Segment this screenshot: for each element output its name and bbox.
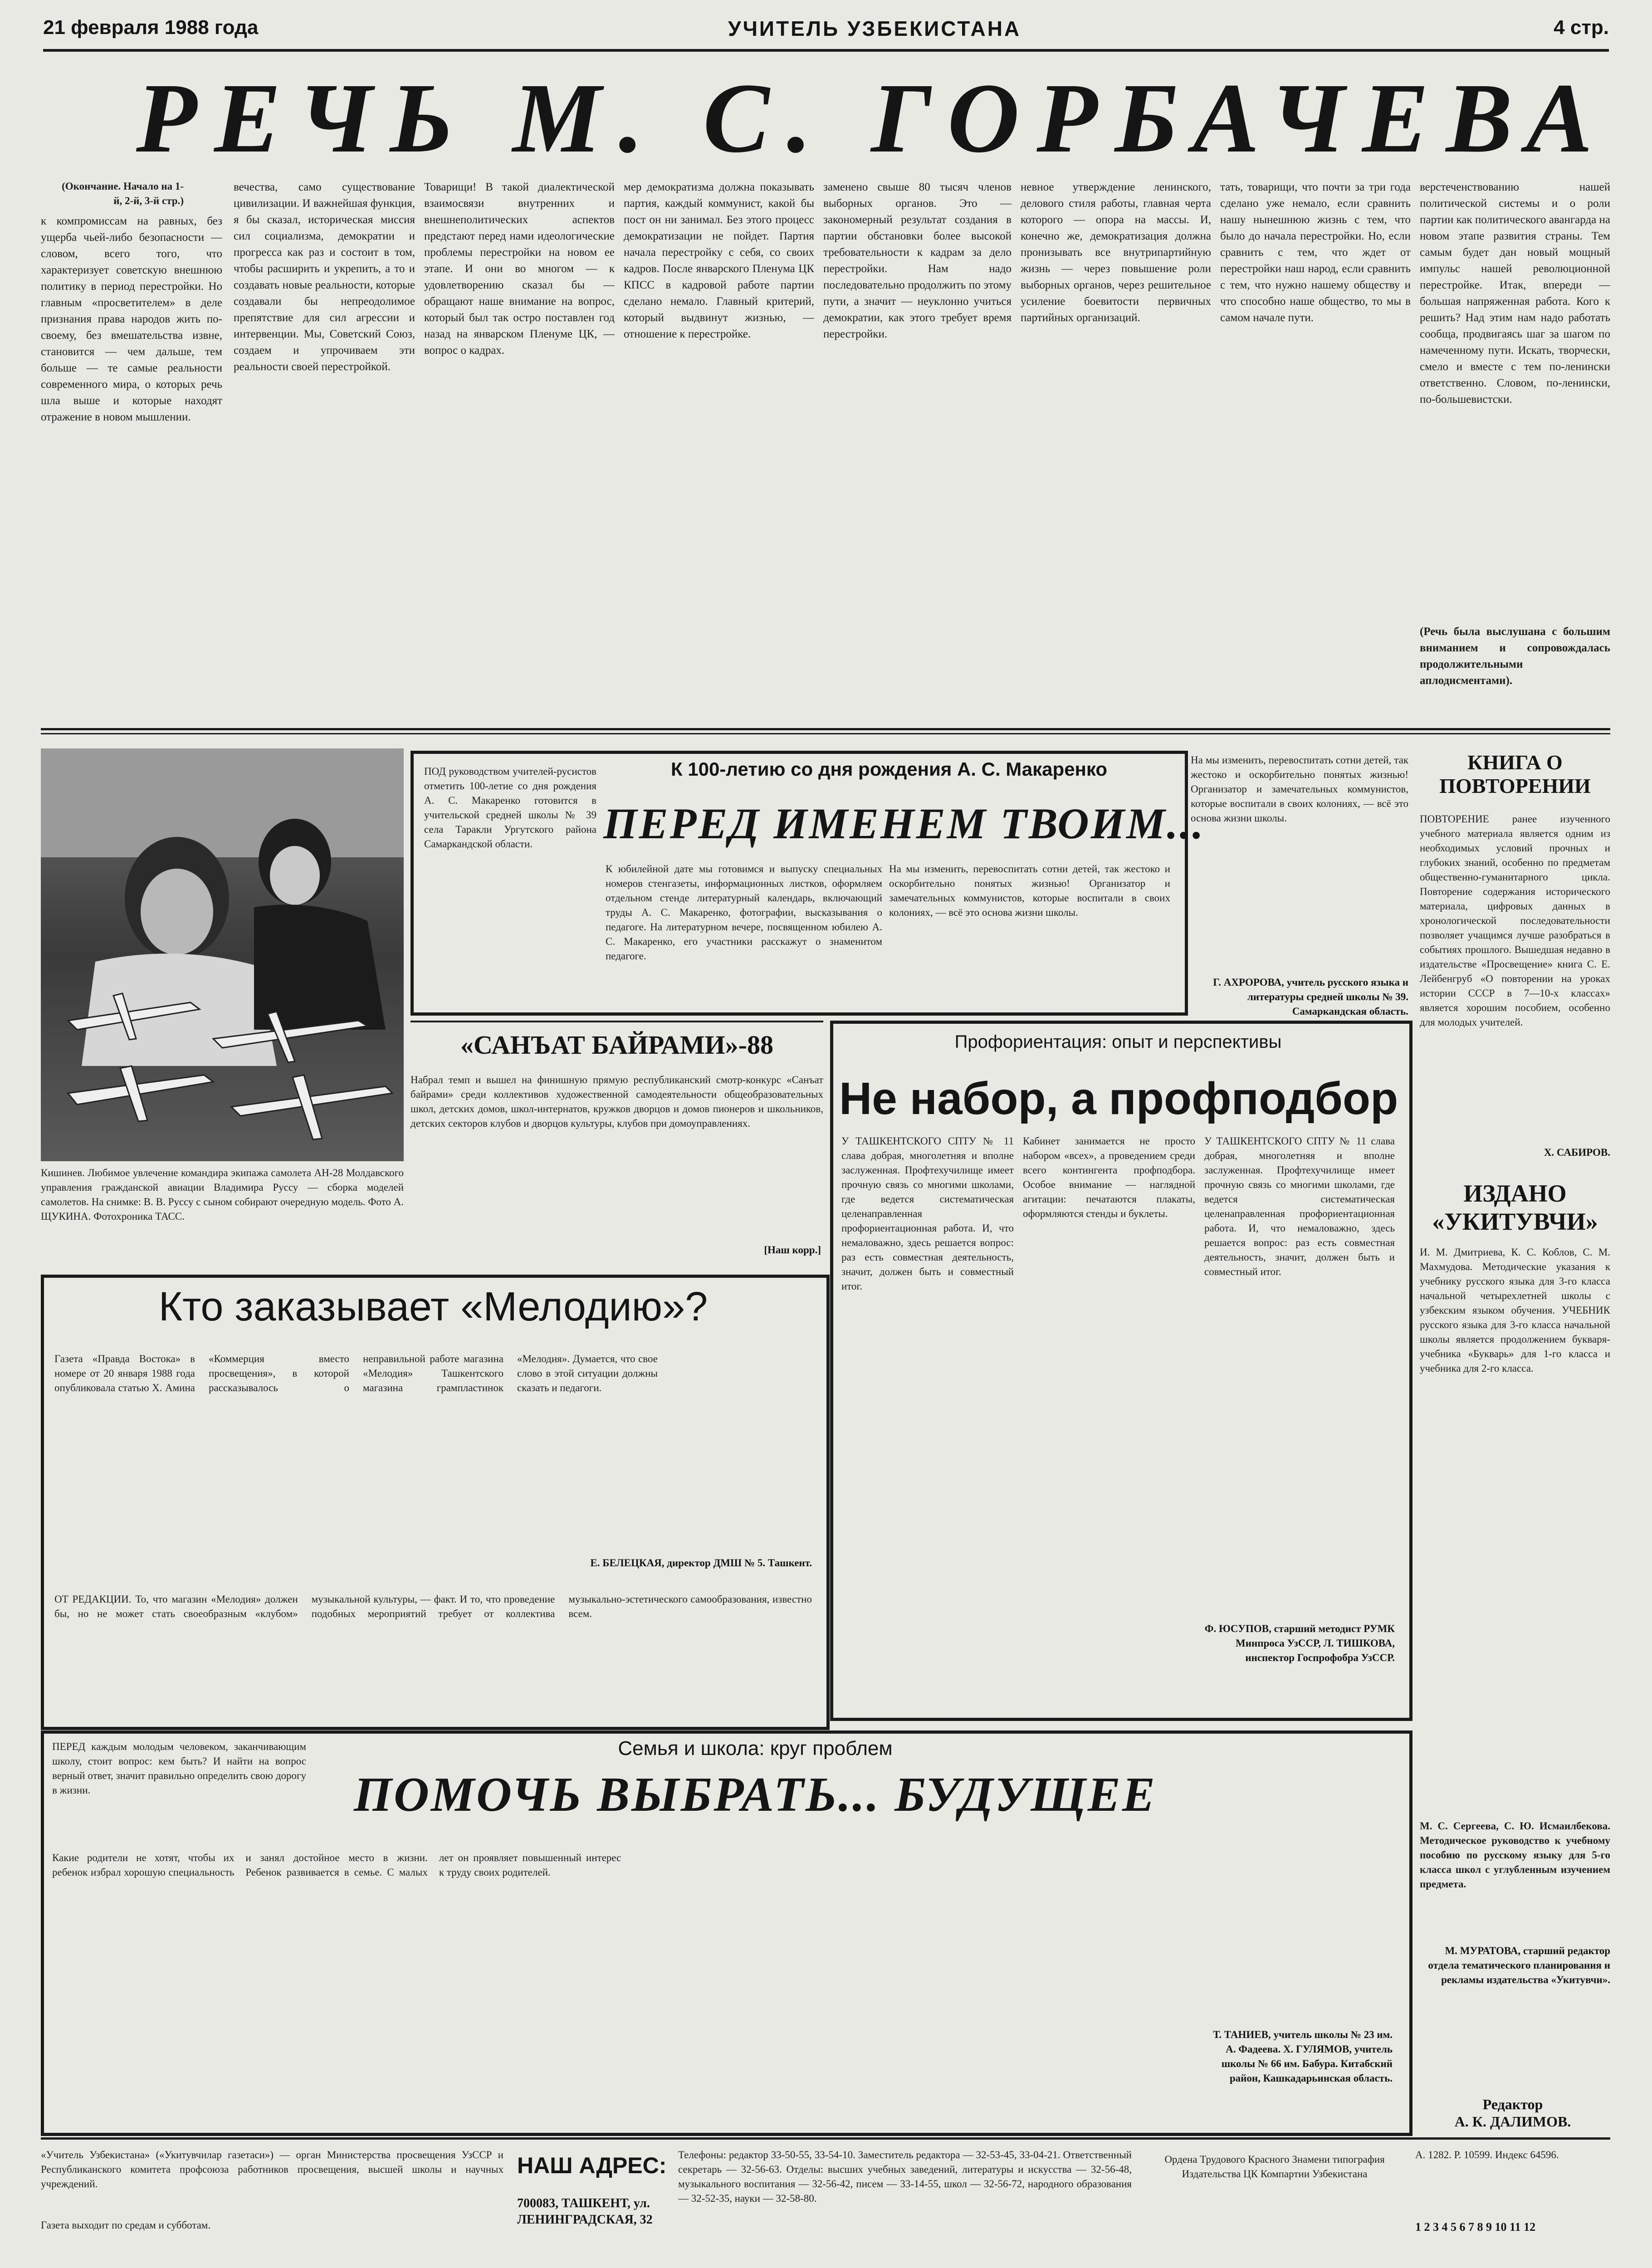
semya-kicker: Семья и школа: круг проблем [618, 1737, 893, 1760]
gorbachev-headline: РЕЧЬ М. С. ГОРБАЧЕВА [136, 63, 1610, 173]
speech-column-6: невное утверждение ленинского, делового стиля работы, главная черта которого — опора на массы. И, конечно же, демократизация должна пронизывать все внутрипартийную жизнь — через повышение роли выборных органов, через решительное усиление боевитости первичных партийных организаций. [1021, 181, 1211, 324]
speech-column-7: тать, товарищи, что почти за три года сделано уже немало, если сравнить нашу нынешнюю жизнь с тем, что было до начала перестройки. Но, если сравнить с тем, что ждет от перестройки наш народ, если сравнить с тем, что нужно нашему обществу и что способно наше общество, то мы в самом начале пути. [1220, 181, 1411, 324]
proforient-signature: Ф. ЮСУПОВ, старший методист РУМК Минпроса УзССР, Л. ТИШКОВА, инспектор Госпрофобра УзССР. [1204, 1623, 1395, 1663]
proforient-body-2: Кабинет занимается не просто набором «всех», а проведением среди всего контингента профподбора. Особое внимание — наглядной агитации: печатаются плакаты, оформляются стенды и буклеты. [1023, 1135, 1195, 1219]
kniga-signature: Х. САБИРОВ. [1544, 1147, 1610, 1158]
page-number: 4 стр. [1554, 16, 1609, 39]
footer-rule [41, 2137, 1610, 2140]
kniga-headline: КНИГА О ПОВТОРЕНИИ [1439, 751, 1591, 797]
melodiya-editorial: ОТ РЕДАКЦИИ. То, что магазин «Мелодия» должен бы, но не может стать своеобразным «клубом» музыкальной культуры, — факт. И то, что проведение подобных мероприятий требует от коллектива музыкально-эстетического самообразования, известно всем. [54, 1593, 812, 1619]
footer-schedule: Газета выходит по средам и субботам. [41, 2219, 211, 2231]
footer-org: «Учитель Узбекистана» («Укитувчилар газетаси») — орган Министерства просвещения УзССР и Республиканского комитета профсоюза работников просвещения, высшей школы и научных учреждений. [41, 2149, 503, 2190]
makarenko-signature: Г. АХРОРОВА, учитель русского языка и литературы средней школы № 39. Самаркандская область. [1213, 977, 1408, 1017]
footer-address: 700083, ТАШКЕНТ, ул. ЛЕНИНГРАДСКАЯ, 32 [517, 2196, 653, 2227]
photo-caption: Кишинев. Любимое увлечение командирa экипажа самолета АН-28 Молдавского управления гражданской авиации Владимира Руссу — сборка моделей самолетов. На снимке: В. В. Руссу с сыном собирают очередную модель. Фото А. ЩУКИНА. Фотохроника ТАСС. [41, 1167, 404, 1222]
makarenko-kicker: К 100-летию со дня рождения А. С. Макаренко [670, 758, 1108, 780]
proforient-body-3: У ТАШКЕНТСКОГО СПТУ № 11 слава добрая, многолетняя и вполне заслуженная. Профтехучилище имеет прочную связь со многими школами, где ведется систематическая целенаправленная профориентационная работа. И, что немаловажно, здесь решается вопрос: раз есть совместная деятельность, значит, должен быть и совместный итог. [1204, 1135, 1395, 1277]
melodiya-headline: Кто заказывает «Мелодию»? [158, 1284, 708, 1330]
editor-block [1415, 2096, 1610, 2132]
editor-label: Редактор [1482, 2096, 1543, 2112]
sanat-body: Набрал темп и вышел на финишную прямую республиканский смотр-конкурс «Санъат байрами» среди коллективов художественной самодеятельности общеобразовательных школ, детских домов, школ-интернатов, кружков дворцов и домов пионеров и школьников, детских секторов клубов и дворцов культуры, клубов при домоуправлениях. [411, 1074, 823, 1129]
masthead [43, 13, 1609, 44]
speech-column-4: мер демократизма должна показывать партия, каждый коммунист, какой бы пост он ни занимал. Без этого процесс демократизации не пойдет. Партия начала перестройку с себя, со своих кадров. После январского Пленума ЦК КПСС в кадровой работе партии сделано немало. Главный критерий, который выдвинут жизнью, — отношение к перестройке. [624, 181, 814, 340]
photo-illustration [41, 748, 404, 1161]
proforient-body: У ТАШКЕНТСКОГО СПТУ № 11 слава добрая, многолетняя и вполне заслуженная. Профтехучилище имеет прочную связь со многими школами, где ведется систематическая целенаправленная профориентационная работа. И, что немаловажно, здесь решается вопрос: раз есть совместная деятельность, значит, должен быть и совместный итог. [841, 1135, 1014, 1292]
melodiya-signature: Е. БЕЛЕЦКАЯ, директор ДМШ № 5. Ташкент. [590, 1557, 812, 1569]
continuation-note: (Окончание. Начало на 1-й, 2-й, 3-й стр.) [62, 181, 184, 206]
izdano-signature: М. МУРАТОВА, старший редактор отдела тематического планирования и рекламы издательства «Укитувчи». [1428, 1945, 1610, 1985]
makarenko-headline: ПЕРЕД ИМЕНЕМ ТВОИМ... [603, 799, 1205, 848]
masthead-rule [43, 49, 1609, 52]
izdano-headline: ИЗДАНО «УКИТУВЧИ» [1432, 1180, 1598, 1235]
izdano-body-2: М. С. Сергеева, С. Ю. Исмаилбекова. Методическое руководство к учебному пособию по русскому языку для 5-го класса школ с углубленным изучением предмета. [1420, 1820, 1610, 1890]
melodiya-body: Газета «Правда Востока» в номере от 20 января 1988 года опубликовала статью Х. Амина «Коммерция вместо просвещения», в которой рассказывалось о неправильной работе магазина «Мелодия» Ташкентского магазина грампластинок «Мелодия». Думается, что свое слово в этой ситуации должны сказать и педагоги. [54, 1353, 658, 1393]
footer-phones: Телефоны: редактор 33-50-55, 33-54-10. Заместитель редактора — 32-53-45, 33-04-21. Ответственный секретарь — 32-56-63. Отделы: высших учебных заведений, литературы и искусства — 32-56-48, музыкального воспитания — 32-56-42, писем — 33-14-55, школ — 32-56-72, народного образования — 32-52-35, науки — 32-58-80. [678, 2149, 1132, 2204]
footer-numbers: 1 2 3 4 5 6 7 8 9 10 11 12 [1415, 2220, 1536, 2234]
sanat-signature: [Наш корр.] [764, 1244, 821, 1256]
issue-date: 21 февраля 1988 года [43, 16, 259, 39]
kniga-body: ПОВТОРЕНИЕ ранее изученного учебного материала является одним из необходимых условий прочных и глубоких знаний, особенно по предметам общественно-гуманитарного цикла. Повторение содержания исторического материала, цифровых данных в хронологической последовательности позволяет учащимся лучше разобраться в событиях прошлого. Вышедшая недавно в издательстве «Просвещение» книга С. Е. Лейбенгруб «О повторении на уроках истории СССР в 7—10-х классах» является хорошим пособием, особенно для молодых учителей. [1420, 813, 1610, 1028]
makarenko-body-2: На мы изменить, перевоспитать сотни детей, так жестоко и оскорбительно понятых жизнью! Организатор и замечательных коммунистов, которые воспитали в своих колониях, — всё это основа жизни школы. [889, 863, 1170, 918]
izdano-body: И. М. Дмитриева, К. С. Коблов, С. М. Махмудова. Методические указания к учебнику русского языка для 3-го класса начальной четырехлетней школы с узбекским языком обучения. УЧЕБНИК русского языка для 3-го класса начальной школы является продолжением букваря-учебника «Букварь» для 1-го класса и учебника для 2-го класса. [1420, 1246, 1610, 1374]
semya-signature: Т. ТАНИЕВ, учитель школы № 23 им. А. Фадеева. Х. ГУЛЯМОВ, учитель школы № 66 им. Бабура. Китабский район, Кашкадарьинская область. [1213, 2029, 1393, 2084]
section-rule-1 [41, 728, 1610, 730]
makarenko-body: К юбилейной дате мы готовимся и выпуску специальных номеров стенгазеты, информационных листков, оформляем отдельном стенде литературный календарь, включающий труды А. С. Макаренко, фотографии, высказывания о педагоге. На литературном вечере, посвященном юбилею А. С. Макаренко, его участники расскажут о знаменитом педагоге. [606, 863, 882, 962]
aircraft-models-photo [41, 748, 404, 1161]
semya-lead: ПЕРЕД каждым молодым человеком, заканчивающим школу, стоит вопрос: кем быть? И найти на вопрос верный ответ, значит правильно определить свою дорогу в жизни. [52, 1741, 306, 1796]
editor-name: А. К. ДАЛИМОВ. [1454, 2113, 1571, 2130]
footer-printer: Ордена Трудового Красного Знамени типография Издательства ЦК Компартии Узбекистана [1164, 2154, 1385, 2180]
footer-codes: А. 1282. Р. 10599. Индекс 64596. [1415, 2149, 1559, 2160]
speech-column-3: Товарищи! В такой диалектической взаимосвязи внутренних и внешнеполитических аспектов предстают перед нами идеологические проблемы перестройки на новом ее этапе. И они во многом — к удовлетворению сказал бы — обращают наше внимание на вопрос, который был так остро поставлен год назад на январском Пленуме ЦК, — вопрос о кадрах. [424, 181, 615, 357]
newspaper-title: УЧИТЕЛЬ УЗБЕКИСТАНА [728, 17, 1022, 40]
makarenko-continuation: На мы изменить, перевоспитать сотни детей, так жестоко и оскорбительно понятых жизнью! Организатор и замечательных коммунистов, которые воспитали в своих колониях, — всё это основа жизни школы. [1191, 754, 1408, 824]
sanat-headline: «САНЪАТ БАЙРАМИ»-88 [460, 1030, 773, 1060]
proforient-kicker: Профориентация: опыт и перспективы [954, 1032, 1282, 1052]
sanat-rule [411, 1021, 823, 1022]
section-rule-1b [41, 733, 1610, 734]
semya-body: Какие родители не хотят, чтобы их ребенок избрал хорошую специальность и занял достойное место в жизни. Ребенок развивается в семье. С малых лет он проявляет повышенный интерес к труду своих родителей. [52, 1852, 621, 1878]
proforient-headline: Не набор, а профподбор [839, 1073, 1398, 1124]
speech-column-8: верстеченствованию нашей политической системы и о роли партии как политического авангарда на новом этапе развития страны. Тем самым будет дан новый мощный импульс нашей революционной перестройке. Итак, впереди — большая напряженная работа. Кого к решить? Над этим нам надо работать сообща, продвигаясь шаг за шагом по намеченному пути. Искать, творчески, смело и вместе с тем по-ленински ответственно. Словом, по-ленински, по-большевистски. [1420, 181, 1610, 406]
speech-applause-note: (Речь была выслушана с большим вниманием и сопровождалась продолжительными аплодисментами). [1420, 626, 1610, 687]
makarenko-lead: ПОД руководством учителей-русистов отметить 100-летие со дня рождения А. С. Макаренко готовится в учительской средней школы № 39 села Таракли Ургутского района Самаркандской области. [424, 766, 596, 850]
footer-address-label: НАШ АДРЕС: [517, 2153, 667, 2178]
speech-column-5: заменено свыше 80 тысяч членов выборных органов. Это — закономерный результат создания в партии обстановки более высокой требовательности к кадрам за дело перестройки. Нам надо последовательно продолжить по этому пути, а значит — неуклонно учиться демократии, как этого требует время перестройки. [823, 181, 1012, 340]
semya-headline: ПОМОЧЬ ВЫБРАТЬ... БУДУЩЕЕ [354, 1768, 1157, 1822]
speech-column-1: к компромиссам на равных, без ущерба чьей-либо безопасности — словом, всего того, что характеризует советскую внешнюю политику в период перестройки. Но главным «просветителем» в деле признания права народов жить по-своему, без вмешательства извне, становится — чем дальше, тем больше — те самые реальности современного мира, о которых речь шла выше и которые находят отражение в новом мышлении. [41, 215, 222, 423]
speech-column-2: вечества, само существование цивилизации. И важнейшая функция, я бы сказал, историческая миссия сил социализма, демократии и прогресса как раз и состоит в том, чтобы расширить и укрепить, а то и создавать новые реальности, которые создавали бы непреодолимое препятствие для сил агрессии и интервенции. Мы, Советский Союз, создаем и упрочиваем эти реальности своей перестройкой. [234, 181, 415, 373]
